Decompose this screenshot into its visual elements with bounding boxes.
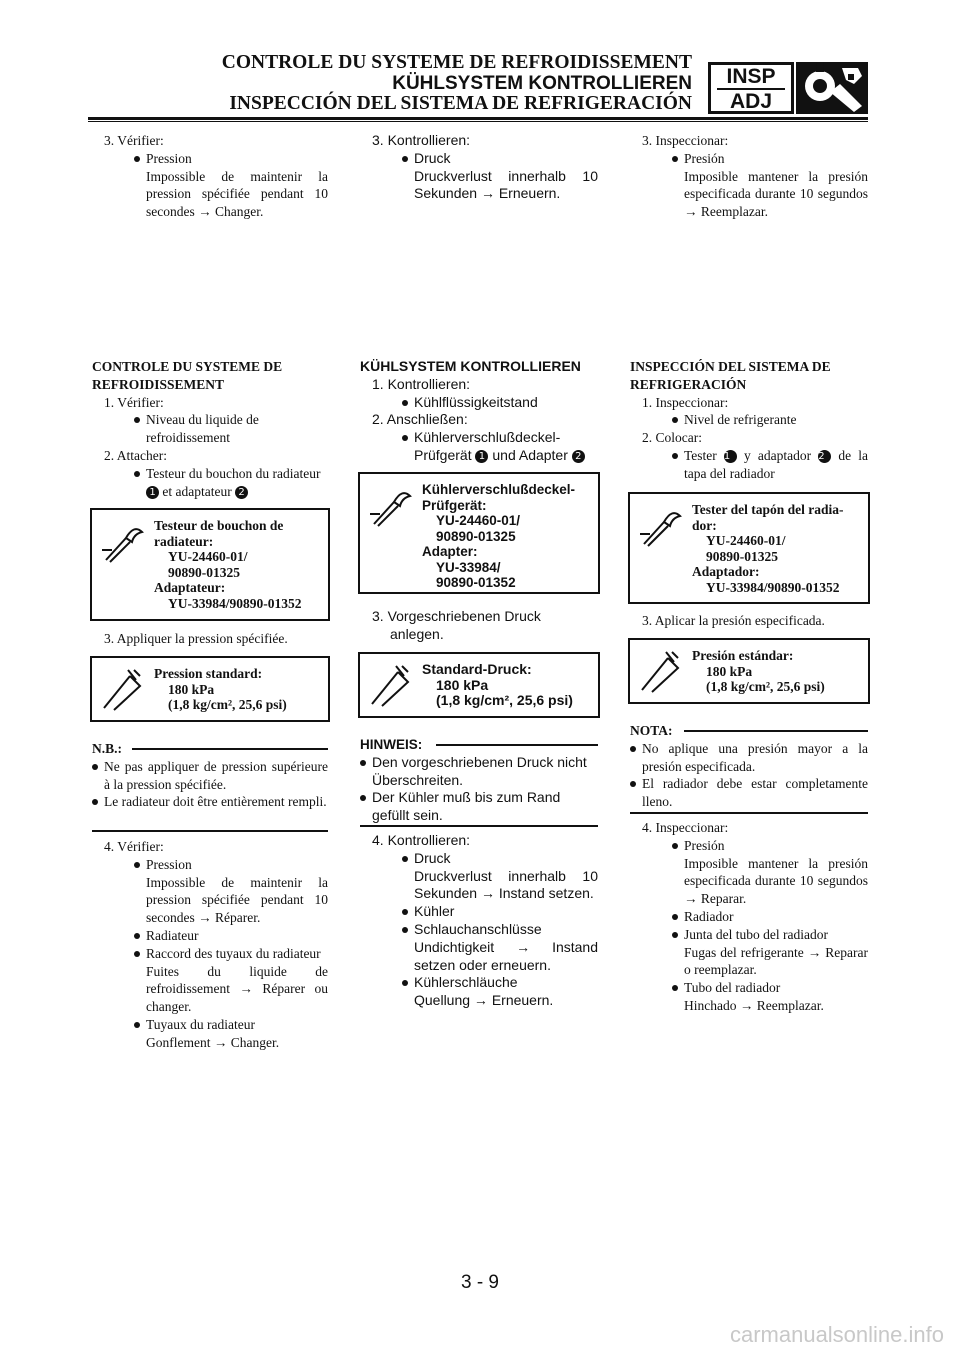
de-tool-box <box>358 472 600 594</box>
es-top-text: Imposible mantener la presión especificada durante 10 segundos → Reemplazar. <box>684 168 868 220</box>
es-note-head: NOTA: <box>630 723 673 738</box>
header-title-es: INSPECCIÓN DEL SISTEMA DE REFRIGERACIÓN <box>229 93 692 114</box>
de-step-1-bullet: Kühlflüssigkeitstand <box>360 394 598 412</box>
es-top-section <box>630 132 868 221</box>
insp-adj-badge <box>708 62 794 114</box>
pressure-gauge-icon <box>638 650 682 694</box>
de-tool-line-3: YU-24460-01/ <box>436 513 521 528</box>
fr-step-1-bullet: Niveau du liquide de refroidissement <box>92 411 328 447</box>
es-step-4-text-3: Fugas del refrigerante → Reparar o reemplazar. <box>684 944 868 978</box>
header-rule-thin <box>88 121 868 122</box>
fr-tool-line-3: YU-24460-01/ <box>168 549 248 564</box>
special-tool-icon <box>100 520 144 564</box>
es-note-rule-bottom <box>630 812 868 814</box>
fr-note-1: Ne pas appliquer de pression supérieure à la pression spécifiée. <box>92 758 328 794</box>
es-title-1: INSPECCIÓN DEL SISTEMA DE <box>630 359 831 374</box>
de-note-1: Den vorgeschriebenen Druck nicht Überschreiten. <box>360 754 598 790</box>
es-tool-box <box>628 492 870 604</box>
es-step-3-wrap <box>630 612 868 630</box>
de-step-4-bullet-1: Druck <box>360 850 598 868</box>
de-spec-text <box>422 662 573 709</box>
es-step-2: 2. Colocar: <box>642 430 702 446</box>
fr-note-head: N.B.: <box>92 741 122 756</box>
es-step-4-bullet-2: Radiador <box>630 908 868 926</box>
fr-spec-box <box>90 656 330 722</box>
es-tool-line-4: 90890-01325 <box>706 548 778 564</box>
de-top-bullet: Druck <box>360 150 598 168</box>
es-top-step: 3. Inspeccionar: <box>642 133 729 148</box>
de-step-2-bullet: Kühlerverschlußdeckel- <box>360 429 598 447</box>
de-step-3: 3. Vorgeschriebenen Druck anlegen. <box>372 608 541 642</box>
es-tool-text <box>692 502 844 595</box>
fr-tool-line-1: Testeur de bouchon de <box>154 518 284 533</box>
fr-top-text: Impossible de maintenir la pression spécifiée pendant 10 secondes → Changer. <box>146 168 328 220</box>
es-step-4: 4. Inspeccionar: <box>642 820 729 835</box>
es-spec-text <box>692 648 825 695</box>
de-step-4-section <box>360 832 598 1010</box>
de-tool-line-4: 90890-01325 <box>436 528 516 544</box>
fr-step-2: 2. Attacher: <box>104 447 167 463</box>
de-step-4-text-1: Druckverlust innerhalb 10 Sekunden → Instand setzen. <box>414 867 598 902</box>
watermark: carmanualsonline.info <box>729 1322 944 1347</box>
fr-tool-box <box>90 508 330 621</box>
es-section <box>630 358 868 483</box>
badge-insp: INSP <box>717 65 785 90</box>
de-step-1: 1. Kontrollieren: <box>372 375 471 392</box>
de-step-2-adapter: und Adapter <box>492 446 568 463</box>
special-tool-icon <box>368 484 412 528</box>
fr-step-1: 1. Vérifier: <box>104 394 164 410</box>
fr-spec-line-1: Pression standard: <box>154 666 263 681</box>
es-step-2-adapter: y adaptador <box>744 447 812 463</box>
de-step-2-tester: Prüfgerät <box>414 446 472 463</box>
es-step-2-bullet <box>630 447 868 483</box>
fr-step-3-wrap <box>92 630 328 648</box>
fr-step-2-adapter: et adaptateur <box>162 483 232 499</box>
de-tool-line-5: Adapter: <box>422 544 478 559</box>
header-title-de: KÜHLSYSTEM KONTROLLIEREN <box>392 73 692 94</box>
header-rule <box>88 117 868 120</box>
es-step-3: 3. Aplicar la presión especificada. <box>642 613 825 628</box>
fr-step-4-text-4: Gonflement → Changer. <box>146 1034 280 1050</box>
fr-step-2-bullet <box>92 465 328 501</box>
de-note-rule-top <box>436 744 598 746</box>
de-tool-line-6: YU-33984/ <box>436 559 501 575</box>
marker-1: 1 <box>724 450 737 463</box>
pressure-gauge-icon <box>100 668 144 712</box>
es-spec-line-2: 180 kPa <box>706 663 753 679</box>
badge-adj: ADJ <box>729 90 772 113</box>
es-step-1-bullet: Nivel de refrigerante <box>630 411 868 429</box>
fr-top-bullet: Pression <box>92 150 328 168</box>
fr-spec-text <box>154 666 287 713</box>
marker-2: 2 <box>572 450 585 463</box>
fr-note-rule-top <box>132 748 328 750</box>
es-spec-line-1: Presión estándar: <box>692 648 794 663</box>
de-step-4-bullet-3: Schlauchanschlüsse <box>360 921 598 939</box>
de-title: KÜHLSYSTEM KONTROLLIEREN <box>360 358 581 374</box>
de-note-rule-bottom <box>360 825 598 827</box>
fr-step-4-text-3: Fuites du liquide de refroidissement → Réparer ou changer. <box>146 963 328 1015</box>
de-tool-line-1: Kühlerverschlußdeckel- <box>422 482 576 497</box>
de-top-step: 3. Kontrollieren: <box>372 132 471 148</box>
de-spec-line-2: 180 kPa <box>436 676 489 693</box>
fr-spec-line-3: (1,8 kg/cm², 25,6 psi) <box>168 697 287 712</box>
es-top-bullet: Presión <box>630 150 868 168</box>
fr-step-4-section <box>92 838 328 1052</box>
de-top-section <box>360 132 598 203</box>
es-tool-line-1: Tester del tapón del radia- <box>692 502 844 517</box>
de-step-2: 2. Anschließen: <box>372 411 468 428</box>
fr-note-rule-bottom <box>92 830 328 832</box>
de-tool-line-2: Prüfgerät: <box>422 497 487 513</box>
de-spec-box <box>358 652 600 718</box>
fr-step-4-bullet-2: Radiateur <box>92 927 328 945</box>
fr-note-2: Le radiateur doit être entièrement rempli. <box>92 793 328 811</box>
marker-1: 1 <box>146 486 159 499</box>
de-spec-line-1: Standard-Druck: <box>422 661 532 677</box>
fr-tool-line-4: 90890-01325 <box>168 564 240 580</box>
de-step-2-line-2 <box>360 447 598 465</box>
de-step-4-bullet-2: Kühler <box>360 903 598 921</box>
fr-title-2: REFROIDISSEMENT <box>92 376 225 392</box>
fr-title-1: CONTROLE DU SYSTEME DE <box>92 359 283 374</box>
es-step-1: 1. Inspeccionar: <box>642 394 729 410</box>
fr-step-4-bullet-3: Raccord des tuyaux du radiateur <box>92 945 328 963</box>
de-tool-line-7: 90890-01352 <box>436 575 516 590</box>
de-step-4-text-3: Undichtigkeit → Instand setzen oder erneuern. <box>414 938 598 973</box>
fr-step-4-bullet-4: Tuyaux du radiateur <box>92 1016 328 1034</box>
fr-tool-line-5: Adaptateur: <box>154 580 226 595</box>
es-step-4-bullet-3: Junta del tubo del radiador <box>630 926 868 944</box>
header-title-fr: CONTROLE DU SYSTEME DE REFROIDISSEMENT <box>221 52 692 73</box>
es-tool-line-5: Adaptador: <box>692 564 760 579</box>
de-step-4-bullet-4: Kühlerschläuche <box>360 974 598 992</box>
es-step-4-section <box>630 819 868 1015</box>
de-top-text: Druckverlust innerhalb 10 Sekunden → Erneuern. <box>414 167 598 202</box>
es-note-1: No aplique una presión mayor a la presión especificada. <box>630 740 868 776</box>
es-tool-line-3: YU-24460-01/ <box>706 533 786 548</box>
fr-spec-line-2: 180 kPa <box>168 681 215 697</box>
de-note <box>360 736 598 825</box>
es-step-4-bullet-1: Presión <box>630 837 868 855</box>
page-number: 3 - 9 <box>460 1272 500 1293</box>
fr-tool-line-6: YU-33984/90890-01352 <box>168 595 302 611</box>
es-tool-line-6: YU-33984/90890-01352 <box>706 579 840 595</box>
fr-tool-line-2: radiateur: <box>154 533 214 549</box>
es-step-4-bullet-4: Tubo del radiador <box>630 979 868 997</box>
fr-step-4-text-1: Impossible de maintenir la pression spécifiée pendant 10 secondes → Réparer. <box>146 874 328 926</box>
fr-note <box>92 740 328 811</box>
es-note-2: El radiador debe estar completamente lleno. <box>630 775 868 811</box>
es-note <box>630 722 868 811</box>
fr-step-4: 4. Vérifier: <box>104 839 164 854</box>
fr-step-3: 3. Appliquer la pression spécifiée. <box>104 631 288 646</box>
es-tool-line-2: dor: <box>692 517 717 533</box>
fr-step-2-tester: Testeur du bouchon du radiateur <box>146 465 321 481</box>
de-step-4: 4. Kontrollieren: <box>372 832 471 848</box>
es-spec-line-3: (1,8 kg/cm², 25,6 psi) <box>706 679 825 694</box>
es-step-4-text-1: Imposible mantener la presión especificada durante 10 segundos → Reparar. <box>684 855 868 907</box>
de-note-head: HINWEIS: <box>360 737 423 752</box>
es-step-4-text-4: Hinchado → Reemplazar. <box>684 997 824 1013</box>
de-section <box>360 358 598 465</box>
fr-top-step: 3. Vérifier: <box>104 133 164 148</box>
fr-section <box>92 358 328 500</box>
de-step-4-text-4: Quellung → Erneuern. <box>414 992 554 1009</box>
fr-top-section <box>92 132 328 221</box>
marker-1: 1 <box>475 450 488 463</box>
es-step-2-tester: Tester <box>684 447 717 463</box>
wrench-icon <box>796 62 868 114</box>
es-title-2: REFRIGERACIÓN <box>630 376 747 392</box>
fr-step-4-bullet-1: Pression <box>92 856 328 874</box>
es-spec-box <box>628 638 870 704</box>
pressure-gauge-icon <box>368 664 412 708</box>
marker-2: 2 <box>818 450 831 463</box>
es-note-rule-top <box>684 730 868 732</box>
de-note-2: Der Kühler muß bis zum Rand gefüllt sein. <box>360 789 598 825</box>
special-tool-icon <box>638 504 682 548</box>
marker-2: 2 <box>235 486 248 499</box>
es-step-2-rest: de la tapa del radiador <box>684 447 868 481</box>
fr-tool-text <box>154 518 302 611</box>
de-step-3-wrap <box>360 608 598 644</box>
de-tool-text <box>422 482 575 591</box>
de-spec-line-3: (1,8 kg/cm², 25,6 psi) <box>436 692 573 708</box>
